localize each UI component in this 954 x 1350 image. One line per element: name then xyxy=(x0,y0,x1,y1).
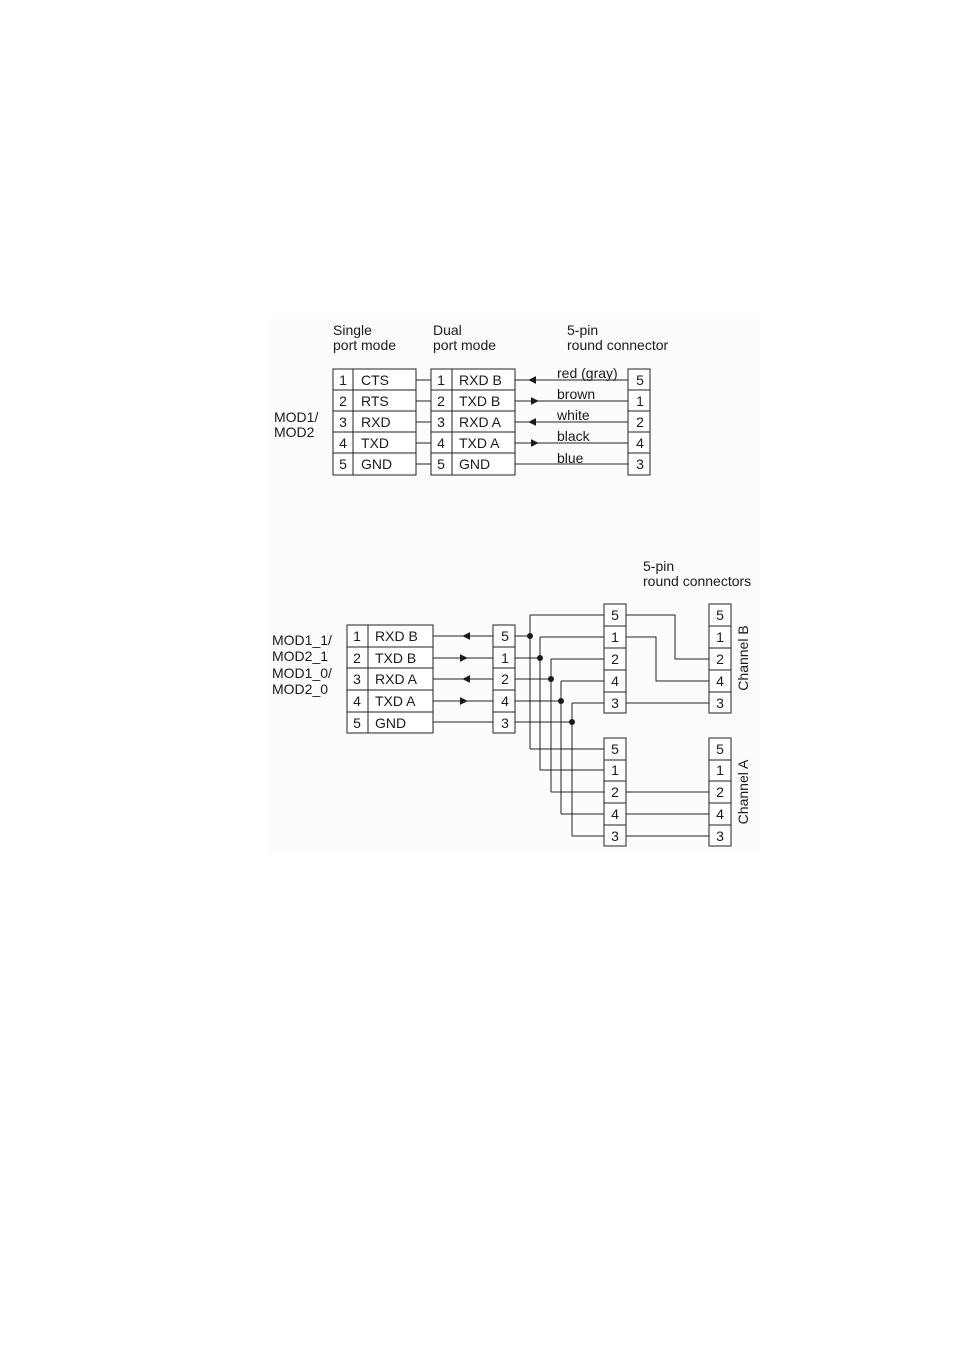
mod-label-line1: MOD1_1/ xyxy=(272,632,332,648)
channel-a-label: Channel A xyxy=(735,759,751,825)
single-pin-rts: RTS xyxy=(361,393,389,409)
single-to-dual-links xyxy=(416,380,431,464)
channel-b-pin-4: 4 xyxy=(716,673,724,689)
dual-pin-num-1: 1 xyxy=(437,372,445,388)
split-a-pin-1: 1 xyxy=(611,762,619,778)
split-a-pin-4: 4 xyxy=(611,806,619,822)
channel-b-wires xyxy=(626,615,709,703)
channel-a-connector xyxy=(709,738,751,846)
split-b-pin-4: 4 xyxy=(611,673,619,689)
dual-header-line2: port mode xyxy=(433,337,497,353)
module-pin-num-2: 2 xyxy=(353,650,361,666)
single-pin-num-5: 5 xyxy=(339,456,347,472)
single-pin-rxd: RXD xyxy=(361,414,391,430)
single-header-line1: Single xyxy=(333,322,372,338)
split-b-pin-3: 3 xyxy=(611,695,619,711)
single-pin-num-4: 4 xyxy=(339,435,347,451)
wire-label-black: black xyxy=(557,428,590,444)
dual-pin-rxd-a: RXD A xyxy=(459,414,502,430)
wire-label-white: white xyxy=(557,407,590,423)
module-pin-txd-b: TXD B xyxy=(375,650,417,666)
split-b-pin-2: 2 xyxy=(611,651,619,667)
single-port-connector xyxy=(333,369,416,475)
channel-b-connector xyxy=(709,604,751,713)
module-pin-txd-a: TXD A xyxy=(375,693,416,709)
single-pin-cts: CTS xyxy=(361,372,389,388)
dual-pin-txd-a: TXD A xyxy=(459,435,500,451)
channel-b-pin-3: 3 xyxy=(716,695,724,711)
socket-pin-4: 4 xyxy=(501,693,509,709)
single-pin-gnd: GND xyxy=(361,456,393,472)
channel-b-pin-2: 2 xyxy=(716,651,724,667)
dual-pin-rxd-b: RXD B xyxy=(459,372,502,388)
channel-b-label: Channel B xyxy=(735,625,751,691)
split-b-pin-5: 5 xyxy=(611,607,619,623)
single-pin-num-3: 3 xyxy=(339,414,347,430)
channel-a-pin-5: 5 xyxy=(716,741,724,757)
round-header-line1: 5-pin xyxy=(567,322,599,338)
cable-wires xyxy=(515,365,628,466)
module-pin-gnd: GND xyxy=(375,715,407,731)
split-b-pin-1: 1 xyxy=(611,629,619,645)
round-pin-2: 2 xyxy=(636,414,644,430)
wire-label-red-gray: red (gray) xyxy=(557,365,618,381)
channel-b-pin-1: 1 xyxy=(716,629,724,645)
dual-pin-gnd: GND xyxy=(459,456,491,472)
wire-label-blue: blue xyxy=(557,450,584,466)
socket-pin-1: 1 xyxy=(501,650,509,666)
dual-port-connector xyxy=(431,369,515,475)
single-pin-num-1: 1 xyxy=(339,372,347,388)
round-connector xyxy=(628,369,650,475)
channel-a-pin-3: 3 xyxy=(716,828,724,844)
socket-pin-2: 2 xyxy=(501,671,509,687)
connectors-header-line1: 5-pin xyxy=(643,558,675,574)
round-header-line2: round connector xyxy=(567,337,669,353)
module-pin-num-5: 5 xyxy=(353,715,361,731)
module-connector xyxy=(347,625,433,733)
socket-pin-5: 5 xyxy=(501,628,509,644)
dual-pin-num-5: 5 xyxy=(437,456,445,472)
channel-a-wires xyxy=(626,792,709,836)
mod-label-line3: MOD1_0/ xyxy=(272,665,332,681)
round-pin-5: 5 xyxy=(636,372,644,388)
mod-label-line2: MOD2_1 xyxy=(272,648,329,664)
split-connector-a xyxy=(604,738,626,846)
split-connector-b xyxy=(604,604,626,713)
single-port-diagram xyxy=(274,322,669,475)
module-pin-rxd-b: RXD B xyxy=(375,628,418,644)
dual-pin-txd-b: TXD B xyxy=(459,393,501,409)
dual-header-line1: Dual xyxy=(433,322,462,338)
round-pin-3: 3 xyxy=(636,456,644,472)
mod-label-line1: MOD1/ xyxy=(274,409,319,425)
dual-pin-num-4: 4 xyxy=(437,435,445,451)
channel-a-pin-1: 1 xyxy=(716,762,724,778)
split-a-pin-2: 2 xyxy=(611,784,619,800)
single-pin-num-2: 2 xyxy=(339,393,347,409)
single-pin-txd: TXD xyxy=(361,435,389,451)
dual-channel-diagram xyxy=(272,558,751,846)
split-a-pin-3: 3 xyxy=(611,828,619,844)
mod-label-line2: MOD2 xyxy=(274,424,315,440)
dual-pin-num-2: 2 xyxy=(437,393,445,409)
channel-a-pin-2: 2 xyxy=(716,784,724,800)
channel-b-pin-5: 5 xyxy=(716,607,724,623)
mod-label-line4: MOD2_0 xyxy=(272,681,329,697)
wire-label-brown: brown xyxy=(557,386,596,402)
dual-pin-num-3: 3 xyxy=(437,414,445,430)
module-pin-num-1: 1 xyxy=(353,628,361,644)
module-pin-rxd-a: RXD A xyxy=(375,671,418,687)
split-a-pin-5: 5 xyxy=(611,741,619,757)
round-pin-1: 1 xyxy=(636,393,644,409)
connectors-header-line2: round connectors xyxy=(643,573,752,589)
module-to-socket-wires xyxy=(433,636,493,722)
splitter-bus xyxy=(515,615,604,836)
socket-connector xyxy=(493,625,515,733)
round-pin-4: 4 xyxy=(636,435,644,451)
single-header-line2: port mode xyxy=(333,337,397,353)
socket-pin-3: 3 xyxy=(501,715,509,731)
module-pin-num-3: 3 xyxy=(353,671,361,687)
channel-a-pin-4: 4 xyxy=(716,806,724,822)
module-pin-num-4: 4 xyxy=(353,693,361,709)
